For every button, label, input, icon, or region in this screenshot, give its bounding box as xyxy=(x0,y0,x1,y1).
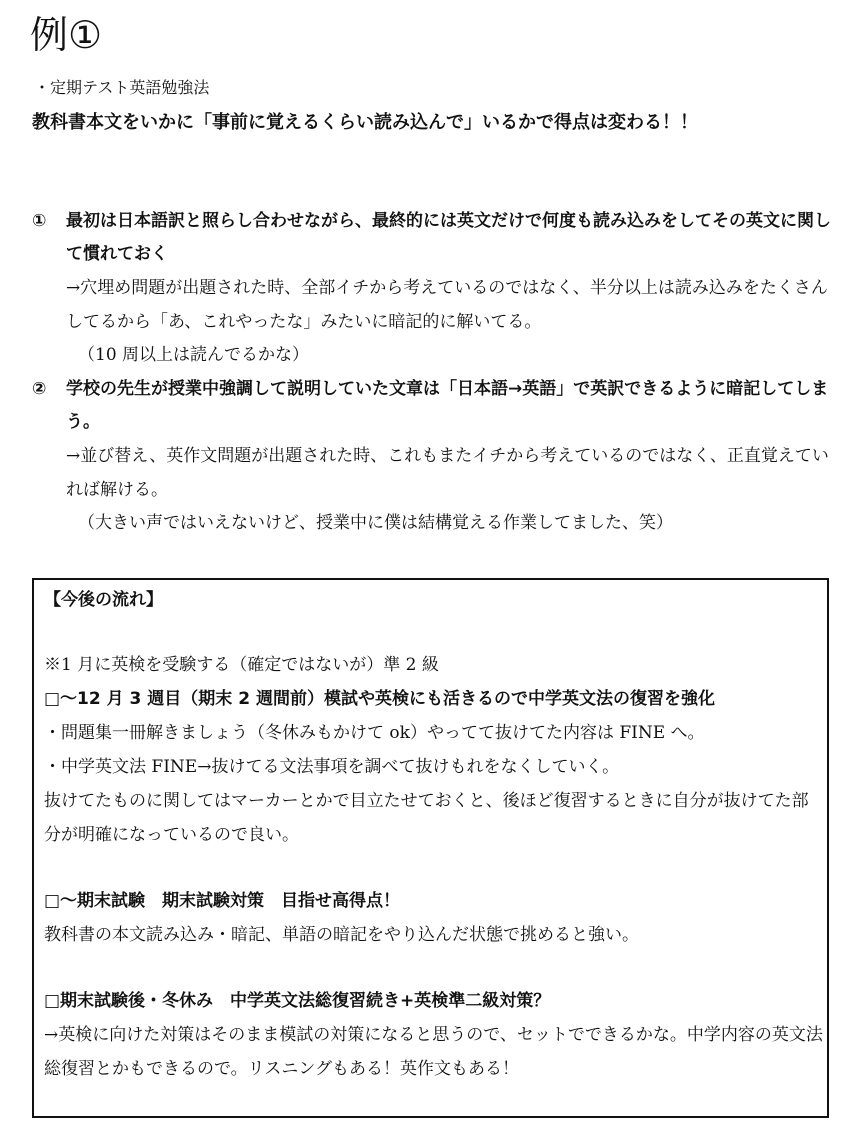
future-plan-box xyxy=(32,578,829,1118)
item-heading: 学校の先生が授業中強調して説明していた文章は「日本語→英語」で英訳できるように暗記してしまう。 xyxy=(66,379,829,432)
plan-step-line: ・中学英文法 FINE→抜けてる文法事項を調べて抜けもれをなくしていく。 xyxy=(44,757,620,777)
plan-step-heading: □～12 月 3 週目（期末 2 週間前）模試や英検にも活きるので中学英文法の復習を強化 xyxy=(44,689,715,709)
plan-step-line: 抜けてたものに関してはマーカーとかで目立たせておくと、後ほど復習するときに自分が抜けてた部分が明確になっているので良い。 xyxy=(44,791,809,845)
item-body: →並び替え、英作文問題が出題された時、これもまたイチから考えているのではなく、正直覚えていれば解ける。 xyxy=(66,446,829,500)
item-note: （大きい声ではいえないけど、授業中に僕は結構覚える作業してました、笑） xyxy=(78,513,673,533)
plan-step-heading: □～期末試験 期末試験対策 目指せ高得点！ xyxy=(44,891,401,911)
study-method-item xyxy=(32,205,832,372)
item-note: （10 周以上は読んでるかな） xyxy=(78,345,310,365)
item-number: ① xyxy=(32,211,47,231)
lead-statement: 教科書本文をいかに「事前に覚えるくらい読み込んで」いるかで得点は変わる！！ xyxy=(32,112,698,133)
plan-note: ※1 月に英検を受験する（確定ではないが）準 2 級 xyxy=(44,655,439,675)
item-body: →穴埋め問題が出題された時、全部イチから考えているのではなく、半分以上は読み込みをたくさんしてるから「あ、これやったな」みたいに暗記的に解いてる。 xyxy=(66,278,828,332)
plan-heading: 【今後の流れ】 xyxy=(44,590,163,610)
section-subtitle: ・定期テスト英語勉強法 xyxy=(34,78,210,97)
item-heading: 最初は日本語訳と照らし合わせながら、最終的には英文だけで何度も読み込みをしてその英文に関して慣れておく xyxy=(66,211,831,264)
item-number: ② xyxy=(32,379,47,399)
plan-step-heading: □期末試験後・冬休み 中学英文法総復習続き+英検準二級対策？ xyxy=(44,991,551,1011)
study-method-item xyxy=(32,373,832,540)
plan-step-line: 教科書の本文読み込み・暗記、単語の暗記をやり込んだ状態で挑めると強い。 xyxy=(44,925,639,945)
page-title: 例① xyxy=(30,13,103,57)
plan-step-line: ・問題集一冊解きましょう（冬休みもかけて ok）やってて抜けてた内容は FINE へ。 xyxy=(44,723,705,743)
study-method-list xyxy=(32,205,832,540)
plan-step-line: →英検に向けた対策はそのまま模試の対策になると思うので、セットでできるかな。中学内容の英文法総復習とかもできるので。リスニングもある！英作文もある！ xyxy=(44,1025,823,1079)
